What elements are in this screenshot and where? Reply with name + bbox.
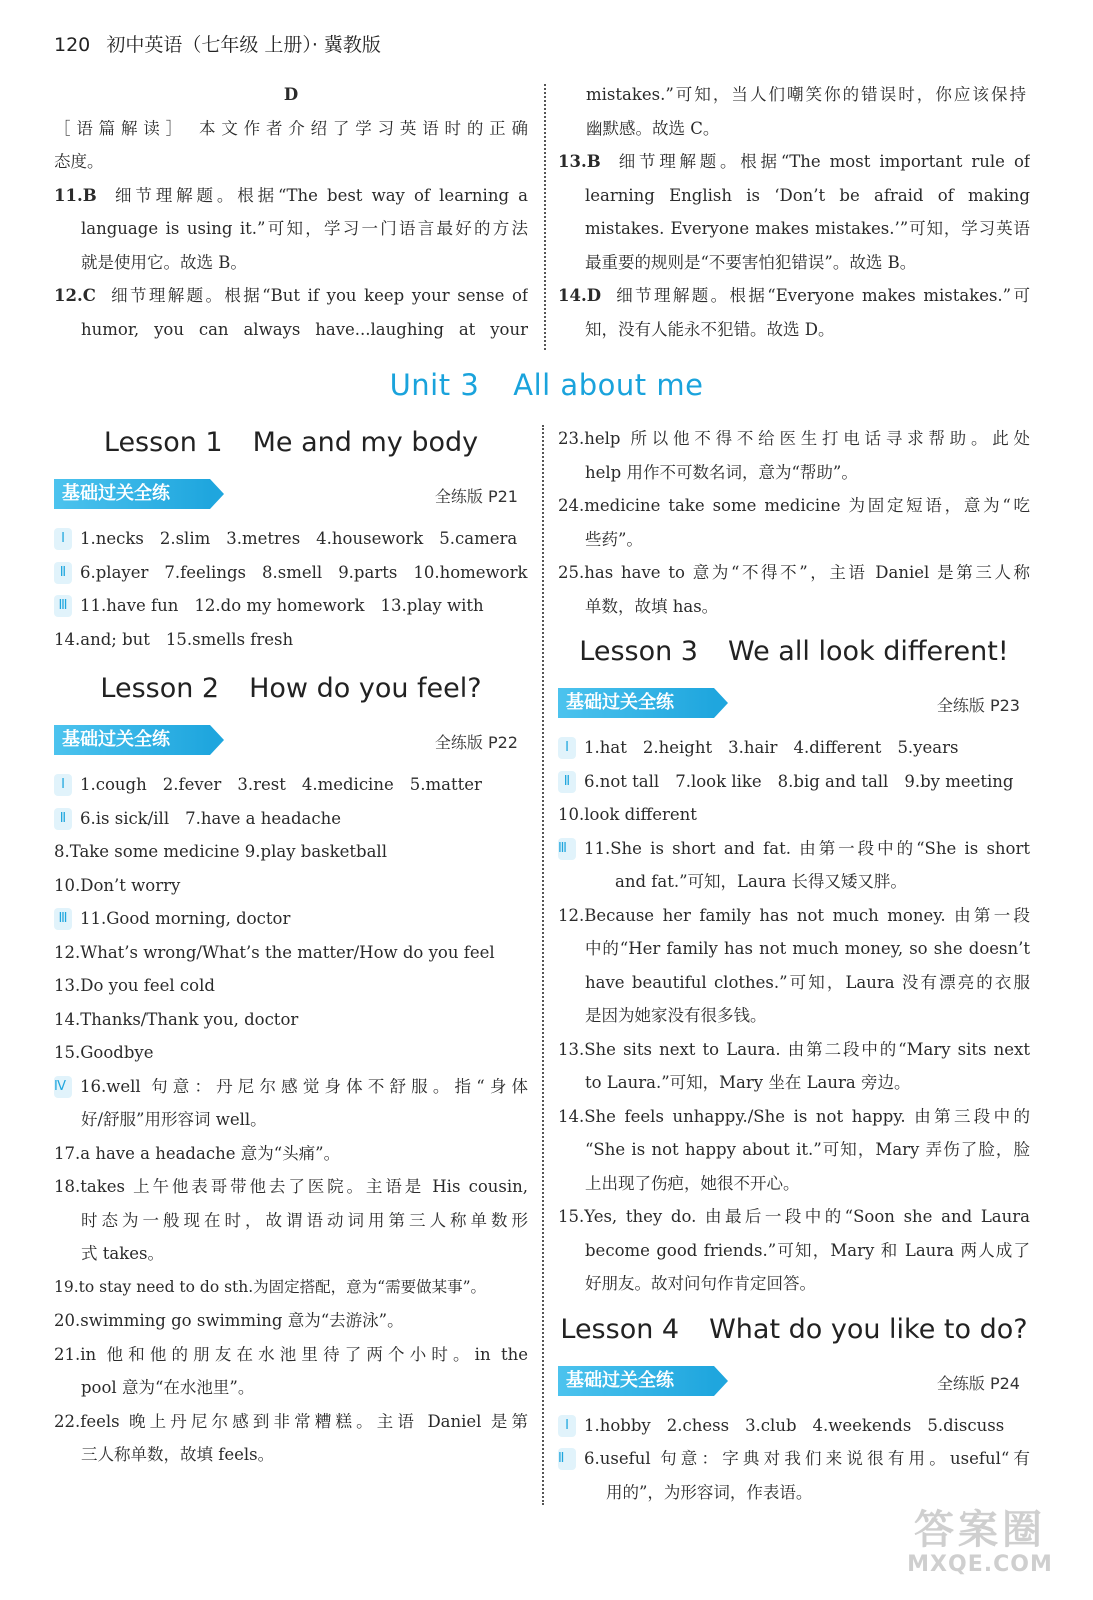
lesson-4-title — [558, 1301, 1030, 1359]
roman-numeral: Ⅱ — [54, 562, 72, 584]
right-column — [558, 422, 1030, 1509]
roman-numeral: Ⅰ — [558, 737, 576, 759]
answer: 10.homework — [413, 562, 528, 582]
answer: 1.hat — [584, 738, 627, 757]
answer-line: have beautiful clothes.”可知，Laura 没有漂亮的衣服 — [585, 972, 1030, 992]
answer-line: 18.takes 上午他表哥带他去了医院。主语是 His cousin, — [54, 1177, 528, 1196]
answer-text: 幽默感。故选 C。 — [586, 118, 720, 138]
answer-text: mistakes.”可知，当人们嘲笑你的错误时，你应该保持 — [586, 85, 1026, 104]
intro-line: 态度。 — [54, 152, 104, 171]
lesson-number: Lesson 2 — [100, 673, 220, 704]
roman-numeral: Ⅱ — [54, 808, 72, 830]
answer: 6.not tall — [584, 771, 660, 791]
page-reference: 全练版 P24 — [936, 1373, 1020, 1393]
answer-line: 是因为她家没有很多钱。 — [585, 1006, 767, 1025]
exercise-badge: 基础过关全练 — [54, 479, 210, 509]
answer-line: 19.to stay need to do sth.为固定搭配，意为“需要做某事”。 — [54, 1277, 487, 1296]
answer: 2.slim — [159, 529, 211, 548]
answer-text: 细节理解题。根据“But if you keep your sense of — [111, 286, 528, 305]
answer: 16.well 句意：丹尼尔感觉身体不舒服。指“身体 — [80, 1076, 528, 1096]
exercise-bar — [558, 1359, 1030, 1409]
answer-line: 好/舒服”用形容词 well。 — [81, 1110, 267, 1129]
answer-line: 时态为一般现在时，故谓语动词用第三人称单数形 — [81, 1210, 528, 1230]
answer-line: 10.look different — [558, 805, 697, 824]
page-reference: 全练版 P22 — [434, 733, 518, 752]
answer-12 — [54, 279, 528, 313]
answer: 7.feelings — [164, 562, 246, 582]
answer-text: 最重要的规则是“不要害怕犯错误”。故选 B。 — [585, 252, 917, 272]
answer: 4.medicine — [301, 775, 394, 794]
exercise-badge: 基础过关全练 — [558, 688, 714, 718]
column-divider-bottom — [542, 425, 544, 1505]
lesson-1-title — [54, 414, 528, 472]
lesson-name: Me and my body — [252, 427, 479, 458]
answer-line: 好朋友。故对问句作肯定回答。 — [585, 1274, 816, 1293]
answer: 3.metres — [226, 529, 301, 548]
answer: 5.camera — [439, 529, 518, 548]
answer-line: 12.What’s wrong/What’s the matter/How do you feel — [54, 942, 495, 962]
exercise-bar — [54, 718, 528, 768]
roman-numeral: Ⅰ — [558, 1415, 576, 1437]
lesson-number: Lesson 1 — [103, 427, 223, 458]
roman-numeral: Ⅰ — [54, 774, 72, 796]
roman-numeral: Ⅲ — [54, 908, 72, 930]
answer-row — [54, 1070, 528, 1104]
answer: 5.matter — [409, 775, 482, 794]
answer: 6.is sick/ill — [80, 808, 170, 828]
lesson-2-title — [54, 660, 528, 718]
answer-line: help 用作不可数名词，意为“帮助”。 — [585, 462, 858, 482]
page-header — [54, 30, 381, 57]
answer-number: 12.C — [54, 286, 96, 305]
answer-line: 中的“Her family has not much money, so she doesn’t — [585, 939, 1030, 958]
answer: 9.by meeting — [904, 771, 1014, 791]
lesson-number: Lesson 3 — [579, 636, 698, 667]
answer-14 — [558, 279, 1030, 313]
answer-line: 14.She feels unhappy./She is not happy. 由第三段中的 — [558, 1106, 1030, 1126]
answer-line: 15.Goodbye — [54, 1043, 154, 1062]
answer-row — [558, 1409, 1030, 1443]
answer: 12.do my homework — [194, 596, 365, 615]
intro-line: ［语篇解读］ 本文作者介绍了学习英语时的正确 — [54, 118, 528, 138]
answer-text: 细节理解题。根据“The most important rule of — [618, 152, 1030, 171]
answer: 8.smell — [262, 562, 323, 582]
watermark-text: 答案圈 — [914, 1507, 1046, 1553]
answer: 1.necks — [80, 529, 144, 548]
answer: 11.have fun — [80, 596, 179, 615]
answer: 2.fever — [162, 775, 222, 794]
left-column — [54, 414, 528, 1472]
answer-line: 13.Do you feel cold — [54, 976, 215, 995]
answer: 7.have a headache — [185, 808, 341, 828]
answer-line: 22.feels 晚上丹尼尔感到非常糟糕。主语 Daniel 是第 — [54, 1411, 528, 1431]
answer-number: 14.D — [558, 286, 602, 305]
lesson-name: How do you feel? — [249, 673, 482, 704]
answer-row — [558, 765, 1030, 799]
section-d-right-2 — [558, 145, 1030, 346]
unit-name: All about me — [513, 368, 704, 402]
section-d-right — [586, 78, 1026, 145]
answer: 5.years — [897, 738, 959, 757]
roman-numeral: Ⅱ — [558, 771, 576, 793]
unit-number: Unit 3 — [389, 368, 480, 402]
unit-title — [0, 368, 1093, 402]
answer-line: 25.has have to 意为“不得不”，主语 Daniel 是第三人称 — [558, 563, 1030, 582]
answer-line: 些药”。 — [585, 529, 643, 549]
book-title: 初中英语（七年级 上册）· 冀教版 — [106, 34, 381, 56]
answer: 1.hobby — [584, 1415, 651, 1435]
answer: 2.height — [642, 738, 713, 757]
answer: 7.look like — [675, 771, 762, 791]
answer-number: 11.B — [54, 185, 97, 205]
answer-line: 21.in 他和他的朋友在水池里待了两个小时。in the — [54, 1344, 528, 1364]
answer-text: 就是使用它。故选 B。 — [81, 252, 247, 272]
answer-line: 式 takes。 — [81, 1244, 164, 1263]
answer-text: 细节理解题。根据“The best way of learning a — [114, 185, 528, 205]
answer-text: language is using it.”可知，学习一门语言最好的方法 — [81, 219, 528, 238]
answer-line: 单数，故填 has。 — [585, 596, 719, 616]
answer-line: 20.swimming go swimming 意为“去游泳”。 — [54, 1311, 404, 1330]
answer-line: 13.She sits next to Laura. 由第二段中的“Mary sits next — [558, 1039, 1030, 1059]
answer-line: 上出现了伤疤，她很不开心。 — [585, 1173, 800, 1193]
answer: 1.cough — [80, 775, 147, 794]
lesson-3-title — [558, 623, 1030, 681]
roman-numeral: Ⅲ — [558, 838, 576, 860]
answer: 4.housework — [316, 529, 424, 548]
answer-text: 细节理解题。根据“Everyone makes mistakes.”可 — [616, 286, 1030, 305]
exercise-badge: 基础过关全练 — [558, 1366, 714, 1396]
answer-line: 12.Because her family has not much money. 由第一段 — [558, 905, 1030, 925]
answer-row — [54, 802, 528, 836]
answer-line: 10.Don’t worry — [54, 875, 181, 895]
answer: 3.rest — [237, 775, 286, 794]
answer-line: 17.a have a headache 意为“头痛”。 — [54, 1143, 341, 1163]
answer: 4.different — [793, 738, 882, 757]
answer: 6.player — [80, 562, 149, 582]
answer-text: 知，没有人能永不犯错。故选 D。 — [585, 319, 835, 339]
answer: 15.smells fresh — [165, 629, 294, 649]
answer-line: 三人称单数，故填 feels。 — [81, 1445, 275, 1464]
column-divider-top — [544, 84, 546, 350]
answer-line: 14.Thanks/Thank you, doctor — [54, 1009, 299, 1029]
answer-row — [54, 768, 528, 802]
watermark-url: MXQE.COM — [907, 1552, 1053, 1577]
answer-line: to Laura.”可知，Mary 坐在 Laura 旁边。 — [585, 1073, 911, 1092]
page-number: 120 — [54, 34, 91, 56]
answer: 2.chess — [666, 1415, 730, 1435]
page-reference: 全练版 P23 — [936, 696, 1020, 715]
lesson-number: Lesson 4 — [560, 1313, 680, 1345]
answer-line: “She is not happy about it.”可知，Mary 弄伤了脸，脸 — [585, 1140, 1030, 1159]
exercise-bar — [54, 472, 528, 522]
answer-13 — [558, 145, 1030, 179]
answer-line: 用的”，为形容词，作表语。 — [606, 1482, 813, 1502]
answer-row — [54, 902, 528, 936]
answer-11 — [54, 179, 528, 213]
answer: 11.Good morning, doctor — [80, 909, 291, 928]
lesson-name: What do you like to do? — [709, 1313, 1028, 1345]
exercise-bar — [558, 681, 1030, 731]
answer-text: humor, you can always have...laughing at your — [81, 319, 528, 339]
answer-row — [54, 589, 528, 623]
roman-numeral: Ⅱ — [558, 1448, 576, 1470]
answer-line: 24.medicine take some medicine 为固定短语，意为“吃 — [558, 496, 1030, 515]
page-reference: 全练版 P21 — [434, 487, 518, 506]
answer-text: learning English is ‘Don’t be afraid of making — [585, 185, 1030, 205]
answer: 5.discuss — [927, 1415, 1005, 1435]
answer: 13.play with — [380, 596, 484, 615]
answer-line: pool 意为“在水池里”。 — [81, 1378, 255, 1397]
answer-line: 23.help 所以他不得不给医生打电话寻求帮助。此处 — [558, 429, 1030, 448]
answer-line: 8.Take some medicine 9.play basketball — [54, 842, 387, 861]
answer-text: mistakes. Everyone makes mistakes.’”可知，学习英语 — [585, 219, 1030, 238]
answer: 6.useful 句意：字典对我们来说很有用。useful“有 — [584, 1449, 1030, 1468]
answer-line: 15.Yes, they do. 由最后一段中的“Soon she and Laura — [558, 1207, 1030, 1226]
watermark-logo — [895, 1508, 1065, 1588]
exercise-badge: 基础过关全练 — [54, 725, 210, 755]
roman-numeral: Ⅲ — [54, 595, 72, 617]
answer-row — [558, 1442, 1030, 1476]
answer: 3.club — [745, 1415, 797, 1435]
answer-row — [54, 623, 528, 657]
answer: 14.and; but — [54, 629, 150, 649]
lesson-name: We all look different! — [728, 636, 1009, 667]
answer: 8.big and tall — [777, 771, 889, 791]
answer-row — [558, 731, 1030, 765]
answer-row — [54, 522, 528, 556]
roman-numeral: Ⅳ — [54, 1076, 72, 1098]
answer-row — [558, 832, 1030, 866]
answer: 4.weekends — [812, 1415, 912, 1435]
answer: 11.She is short and fat. 由第一段中的“She is short — [584, 838, 1030, 858]
answer-line: become good friends.”可知，Mary 和 Laura 两人成了 — [585, 1240, 1030, 1260]
section-d-left — [54, 78, 528, 346]
answer-row — [54, 556, 528, 590]
section-heading: D — [283, 85, 299, 104]
answer-number: 13.B — [558, 152, 601, 171]
answer-line: and fat.”可知，Laura 长得又矮又胖。 — [615, 872, 907, 891]
answer: 9.parts — [338, 562, 398, 582]
answer: 3.hair — [728, 738, 778, 757]
roman-numeral: Ⅰ — [54, 528, 72, 550]
